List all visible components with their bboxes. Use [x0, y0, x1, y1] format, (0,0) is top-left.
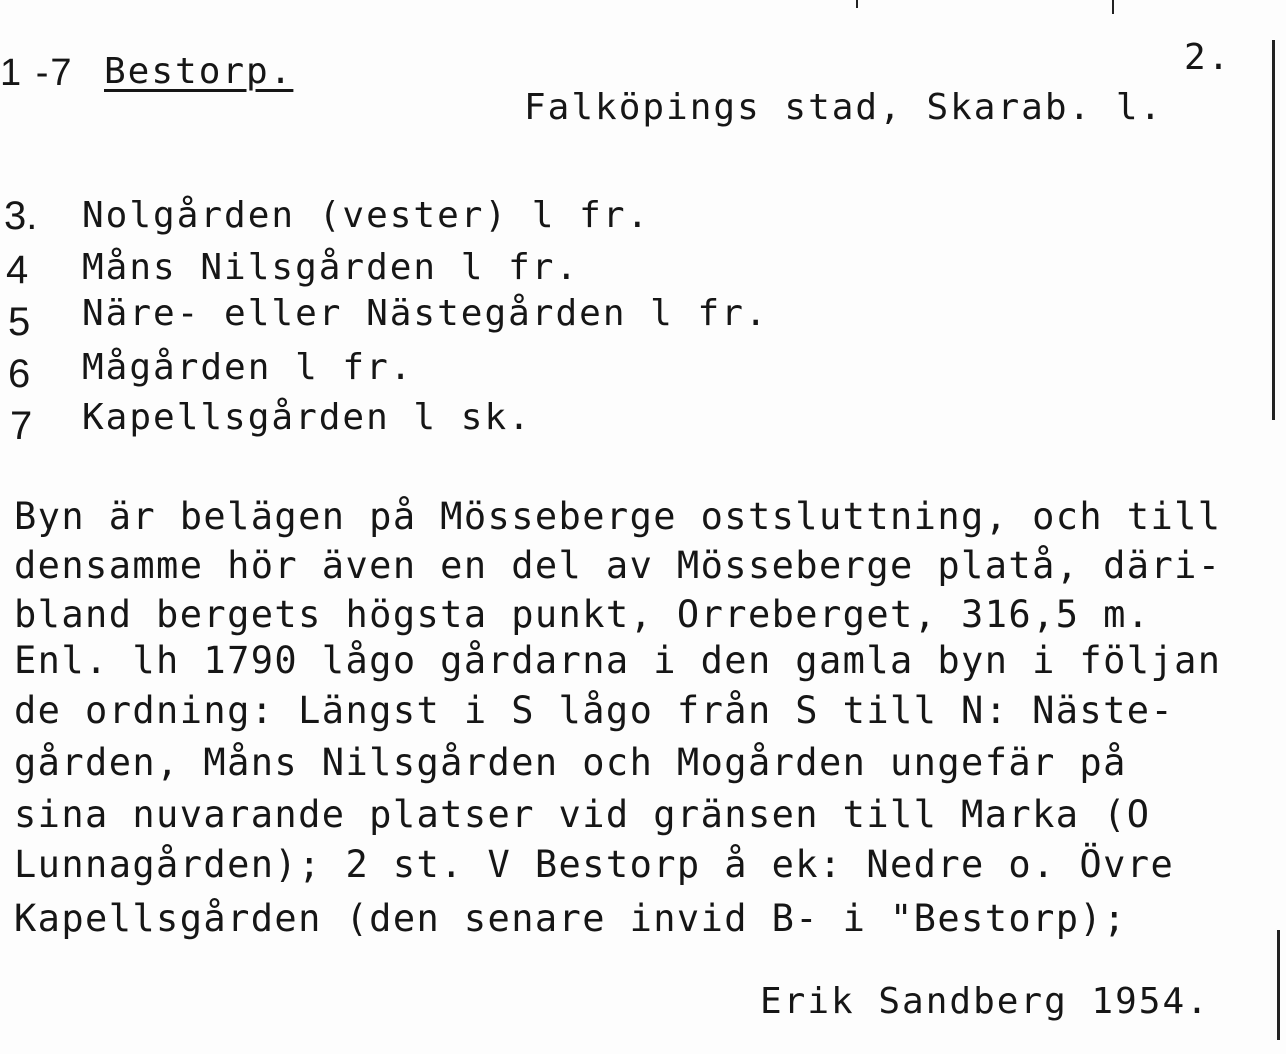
paragraph-line: Enl. lh 1790 lågo gårdarna i den gamla byn i följan [14, 639, 1222, 682]
paragraph-line: de ordning: Längst i S lågo från S till N: Näste- [14, 689, 1175, 732]
paragraph-line: gården, Måns Nilsgården och Mogården ungefär på [14, 741, 1127, 784]
paragraph-line: bland bergets högsta punkt, Orreberget, 316,5 m. [14, 593, 1151, 636]
paragraph-line: Lunnagården); 2 st. V Bestorp å ek: Nedre o. Övre [14, 843, 1175, 886]
card-edge-mark [1112, 0, 1114, 14]
card-edge-line [1277, 930, 1280, 1040]
farm-entry: Nolgården (vester) l fr. [82, 195, 651, 236]
paragraph-line: Byn är belägen på Mösseberge ostsluttning, och till [14, 495, 1222, 538]
farm-number: 3. [4, 194, 38, 238]
card-edge-line [1272, 40, 1275, 420]
farm-number: 4 [6, 248, 29, 292]
card-edge-mark [856, 0, 858, 8]
header-range: 1 -7 [0, 52, 74, 94]
parish-name: Falköpings stad, Skarab. l. [524, 87, 1164, 128]
farm-number: 7 [10, 404, 33, 448]
paragraph-line: sina nuvarande platser vid gränsen till Marka (O [14, 793, 1151, 836]
farm-number: 5 [8, 300, 31, 344]
farm-entry: Mågården l fr. [82, 347, 414, 388]
paragraph-line: densamme hör även en del av Mösseberge platå, däri- [14, 544, 1222, 587]
farm-entry: Näre- eller Nästegården l fr. [82, 293, 769, 334]
paragraph-line: Kapellsgården (den senare invid B- i "Bestorp); [14, 897, 1127, 940]
farm-entry: Kapellsgården l sk. [82, 397, 532, 438]
farm-entry: Måns Nilsgården l fr. [82, 247, 580, 288]
card-number: 2. [1184, 37, 1232, 78]
village-name: Bestorp. [104, 51, 294, 92]
author-signature: Erik Sandberg 1954. [760, 981, 1210, 1022]
farm-number: 6 [8, 352, 31, 396]
